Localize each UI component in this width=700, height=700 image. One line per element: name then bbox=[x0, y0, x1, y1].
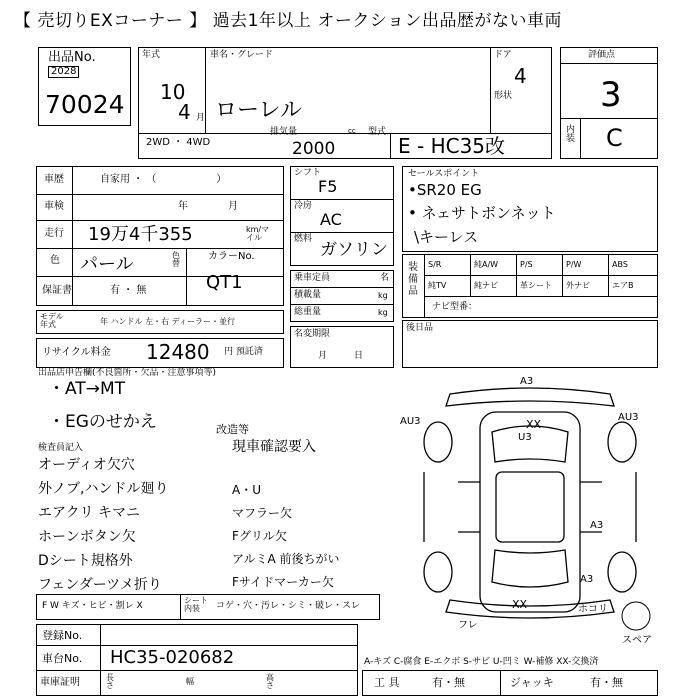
color-change: 色替 bbox=[172, 251, 180, 268]
selling-point-2: • ネェサトボンネット bbox=[408, 204, 556, 222]
equipment-item: ABS bbox=[612, 260, 628, 269]
lot-small-number: 2028 bbox=[48, 66, 79, 78]
tools-value: 有・無 bbox=[432, 676, 465, 689]
equipment-item: エアB bbox=[612, 281, 634, 290]
mileage-value: 19万4千355 bbox=[88, 224, 193, 245]
notes-line-1: ・AT→MT bbox=[48, 379, 125, 399]
lot-label: 出品No. bbox=[48, 50, 96, 65]
reg-label: 登録No. bbox=[42, 629, 83, 642]
gross-unit: kg bbox=[378, 308, 388, 317]
recycle-value: 12480 bbox=[146, 340, 210, 364]
damage-mark: フレ bbox=[458, 620, 478, 631]
displacement-unit: cc bbox=[348, 127, 356, 135]
model-value: E - HC35改 bbox=[398, 134, 506, 158]
inspection-left-item: オーディオ欠穴 bbox=[38, 457, 135, 473]
month-label: 月 bbox=[196, 113, 206, 123]
damage-mark: ホコリ bbox=[578, 604, 608, 615]
persons-unit: 名 bbox=[380, 273, 390, 283]
inspection-right-item: Fサイドマーカー欠 bbox=[232, 575, 334, 589]
drive-label: 2WD ・ 4WD bbox=[146, 137, 211, 148]
inspection-left-item: Dシート規格外 bbox=[38, 553, 133, 569]
equipment-item: P/S bbox=[520, 260, 533, 269]
shift-value: F5 bbox=[318, 177, 338, 196]
color-no-value: QT1 bbox=[206, 272, 243, 293]
shaken-label: 車検 bbox=[44, 201, 64, 212]
inspection-left-item: ホーンボタン欠 bbox=[38, 529, 136, 545]
name-change-value: 月 日 bbox=[318, 351, 364, 361]
notes-line-4: 現車確認要入 bbox=[232, 439, 316, 455]
page-title: 【 売切りEXコーナー 】 過去1年以上 オークション出品歴がない車両 bbox=[14, 11, 562, 31]
equipment-item: S/R bbox=[428, 260, 442, 269]
tools-label: 工 具 bbox=[374, 676, 400, 689]
damage-mark: U3 bbox=[518, 432, 532, 443]
width-label: 幅 bbox=[186, 677, 194, 686]
recycle-label: リサイクル料金 bbox=[42, 347, 111, 358]
inspection-right-item: マフラー欠 bbox=[232, 506, 293, 520]
inspection-label: 検査員記入 bbox=[38, 443, 84, 453]
inspection-right-item: A・U bbox=[232, 483, 261, 497]
rating-label: 評価点 bbox=[588, 50, 616, 60]
equipment-item: P/W bbox=[566, 260, 582, 269]
equipment-item: 純ナビ bbox=[474, 281, 498, 290]
damage-mark: XX bbox=[512, 598, 528, 611]
damage-legend: A-キズ C-腐食 E-エクボ S-サビ U-凹ミ W-補修 XX-交換済 bbox=[364, 657, 599, 667]
later-label: 後日品 bbox=[406, 323, 434, 333]
color-no-label: カラーNo. bbox=[208, 251, 255, 262]
notes-label: 出品店申告欄(不良箇所・欠品・注意事項等) bbox=[38, 368, 217, 378]
garage-label: 車庫証明 bbox=[40, 677, 80, 688]
load-label: 積載量 bbox=[294, 290, 322, 300]
persons-label: 乗車定員 bbox=[294, 273, 331, 283]
month-value: 4 bbox=[178, 100, 191, 124]
rating-value: 3 bbox=[600, 75, 622, 115]
inspection-left-item: フェンダーツメ折り bbox=[38, 577, 162, 593]
height-label: 高さ bbox=[266, 673, 274, 690]
fuel-label: 燃料 bbox=[294, 234, 313, 244]
notes-line-2: ・EGのせかえ bbox=[48, 412, 157, 432]
load-unit: kg bbox=[378, 291, 388, 300]
sheet-text: コゲ・穴・汚レ・シミ・破レ・スレ bbox=[216, 601, 361, 611]
ac-label: 冷房 bbox=[294, 201, 313, 211]
door-value: 4 bbox=[514, 64, 527, 88]
navi-label: ナビ型番： bbox=[432, 302, 478, 312]
equipment-item: 純A/W bbox=[474, 260, 499, 269]
equipment-item: 純TV bbox=[428, 281, 447, 290]
displacement-value: 2000 bbox=[292, 139, 336, 159]
name-change-label: 名変期限 bbox=[294, 329, 331, 339]
color-label: 色 bbox=[50, 255, 60, 266]
recycle-unit: 円 預託済 bbox=[224, 347, 263, 357]
model-year-text: 年 ハンドル 左・右 ディーラー・並行 bbox=[100, 317, 235, 326]
inspection-right-item: Fグリル欠 bbox=[232, 529, 287, 543]
damage-mark: AU3 bbox=[400, 416, 421, 427]
displacement-label: 排気量 bbox=[270, 127, 298, 137]
name-label: 車名・グレード bbox=[210, 50, 274, 60]
damage-mark: A3 bbox=[580, 574, 594, 585]
model-label: 型式 bbox=[368, 127, 387, 137]
color-value: パール bbox=[80, 254, 134, 275]
shape-label: 形状 bbox=[494, 91, 513, 101]
inspection-left-item: エアクリ キマニ bbox=[38, 505, 141, 521]
year-label: 年式 bbox=[142, 50, 161, 60]
fuel-value: ガソリン bbox=[320, 240, 388, 260]
notes-line-3: 改造等 bbox=[216, 423, 249, 436]
inspection-left-item: 外ノブ,ハンドル廻り bbox=[38, 481, 169, 497]
reki-label: 車歴 bbox=[44, 174, 64, 185]
selling-points-label: セールスポイント bbox=[408, 169, 480, 179]
interior-label: 内装 bbox=[566, 125, 576, 144]
damage-mark: A3 bbox=[520, 376, 534, 387]
ac-value: AC bbox=[320, 210, 342, 229]
shaken-ym: 年 月 bbox=[178, 201, 238, 212]
chassis-label: 車台No. bbox=[42, 652, 83, 665]
selling-point-3: \キーレス bbox=[414, 228, 479, 246]
fw-text: F W キズ・ヒビ・割レ X bbox=[42, 601, 143, 611]
reki-value: 自家用 ・ （ ） bbox=[100, 174, 227, 185]
damage-mark: XX bbox=[526, 418, 542, 431]
model-year-label: モデル年式 bbox=[40, 312, 64, 329]
warranty-value: 有 ・ 無 bbox=[110, 285, 147, 296]
damage-mark: AU3 bbox=[618, 412, 639, 423]
selling-point-1: •SR20 EG bbox=[408, 181, 482, 199]
shift-label: シフト bbox=[294, 168, 322, 178]
interior-value: C bbox=[606, 124, 623, 152]
length-label: 長さ bbox=[106, 673, 114, 690]
sheet-label: シート内装 bbox=[184, 596, 208, 613]
gross-label: 総重量 bbox=[294, 307, 322, 317]
car-diagram bbox=[400, 372, 660, 632]
mileage-label: 走行 bbox=[44, 228, 64, 239]
mileage-unit: km/マイル bbox=[246, 225, 270, 242]
equipment-item: 革シート bbox=[520, 281, 552, 290]
equipment-label: 装備品 bbox=[408, 262, 418, 297]
later-box bbox=[402, 320, 658, 368]
chassis-value: HC35-020682 bbox=[110, 647, 235, 668]
equipment-item: 外ナビ bbox=[566, 281, 590, 290]
name-value: ローレル bbox=[215, 98, 303, 123]
lot-number: 70024 bbox=[45, 90, 125, 119]
year-value: 10 bbox=[160, 80, 186, 104]
inspection-right-item: アルミA 前後ちがい bbox=[232, 552, 340, 566]
jack-label: ジャッキ bbox=[510, 676, 554, 689]
warranty-label: 保証書 bbox=[42, 285, 72, 296]
jack-value: 有・無 bbox=[590, 676, 623, 689]
door-label: ドア bbox=[494, 50, 512, 60]
spare-label: スペア bbox=[622, 635, 652, 646]
damage-mark: A3 bbox=[590, 520, 604, 531]
